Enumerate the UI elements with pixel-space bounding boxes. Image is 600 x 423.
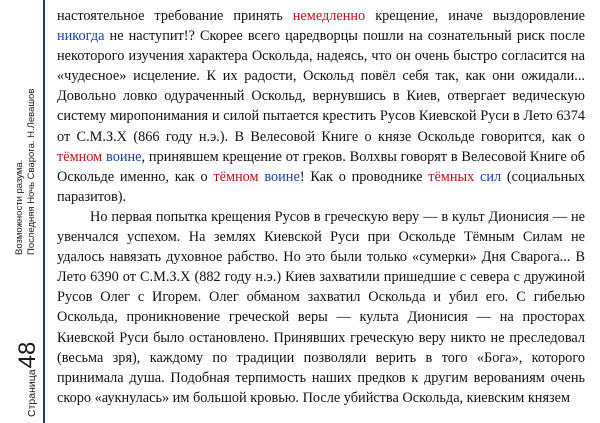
page-text	[57, 6, 585, 408]
text-run: (социальных паразитов).	[57, 168, 586, 205]
highlight-blue: сил	[480, 168, 502, 185]
highlight-red: тёмных	[428, 168, 475, 185]
page-number: 48	[14, 341, 41, 369]
highlight-blue: никогда	[57, 28, 105, 45]
highlight-red: немедленно	[292, 8, 366, 24]
text-run: крещение, иначе выздоровление	[365, 8, 585, 24]
paragraph	[57, 6, 585, 207]
text-run: , принявшем крещение от греков. Волхвы говорят в Велесовой Книге об Оскольде именно, как о	[57, 148, 586, 185]
page-number-block	[13, 342, 43, 417]
text-run: ! Как о проводнике	[299, 168, 429, 185]
sidebar-vertical-text	[12, 0, 45, 423]
paragraph	[57, 207, 585, 408]
sidebar	[12, 0, 45, 423]
highlight-blue: воине	[264, 168, 300, 185]
highlight-blue: воине	[106, 148, 142, 165]
highlight-red: тёмном	[57, 148, 103, 165]
book-info	[14, 89, 38, 255]
text-run: не наступит!? Скорее всего царедворцы пошли на сознательный риск после некоторого изучения характера Оскольда, надеясь, что он очень быстро согласится на «чудесное» исцеление. К их радости, Оскольд повёл себя так, как они ожидали... Довольно ловко одураченный Оскольд, вернувшись в Киев, отвергает ведическую систему миропонимания и силой пытается крестить Русов Киевской Руси в Лето 6374 от С.М.З.Х (866 году н.э.). В Велесовой Книге о князе Оскольде говорится, как о	[57, 28, 585, 145]
book-title: Возможности разума.	[14, 159, 25, 255]
book-subtitle: Последняя Ночь Сварога. Н.Левашов	[26, 88, 37, 255]
text-run: настоятельное требование принять	[57, 8, 293, 24]
text-run: Но первая попытка крещения Русов в греческую веру — в культ Дионисия — не увенчался успехом. На землях Киевской Руси при Оскольде Тёмным Силам не удалось навязать духовное рабство. Но это были только «сумерки» Дня Сварога... В Лето 6390 от С.М.З.Х (882 году н.э.) Киев захватили пришедшие с севера с дружиной Русов Олег с Игорем. Олег обманом захватил Оскольда и убил его. С гибелью Оскольда, проникновение греческой веры — культа Дионисия — на просторах Киевской Руси было остановлено. Принявших греческую веру никто не преследовал (весьма зря), каждому по традиции позволяли верить в того «Бога», которого принимала душа. Подобная терпимость наших предков к другим верованиям очень скоро «аукнулась» им большой кровью. После убийства Оскольда, киевским князем	[57, 208, 585, 406]
page-word-label: Страница	[26, 369, 38, 417]
highlight-red: тёмном	[213, 168, 259, 185]
